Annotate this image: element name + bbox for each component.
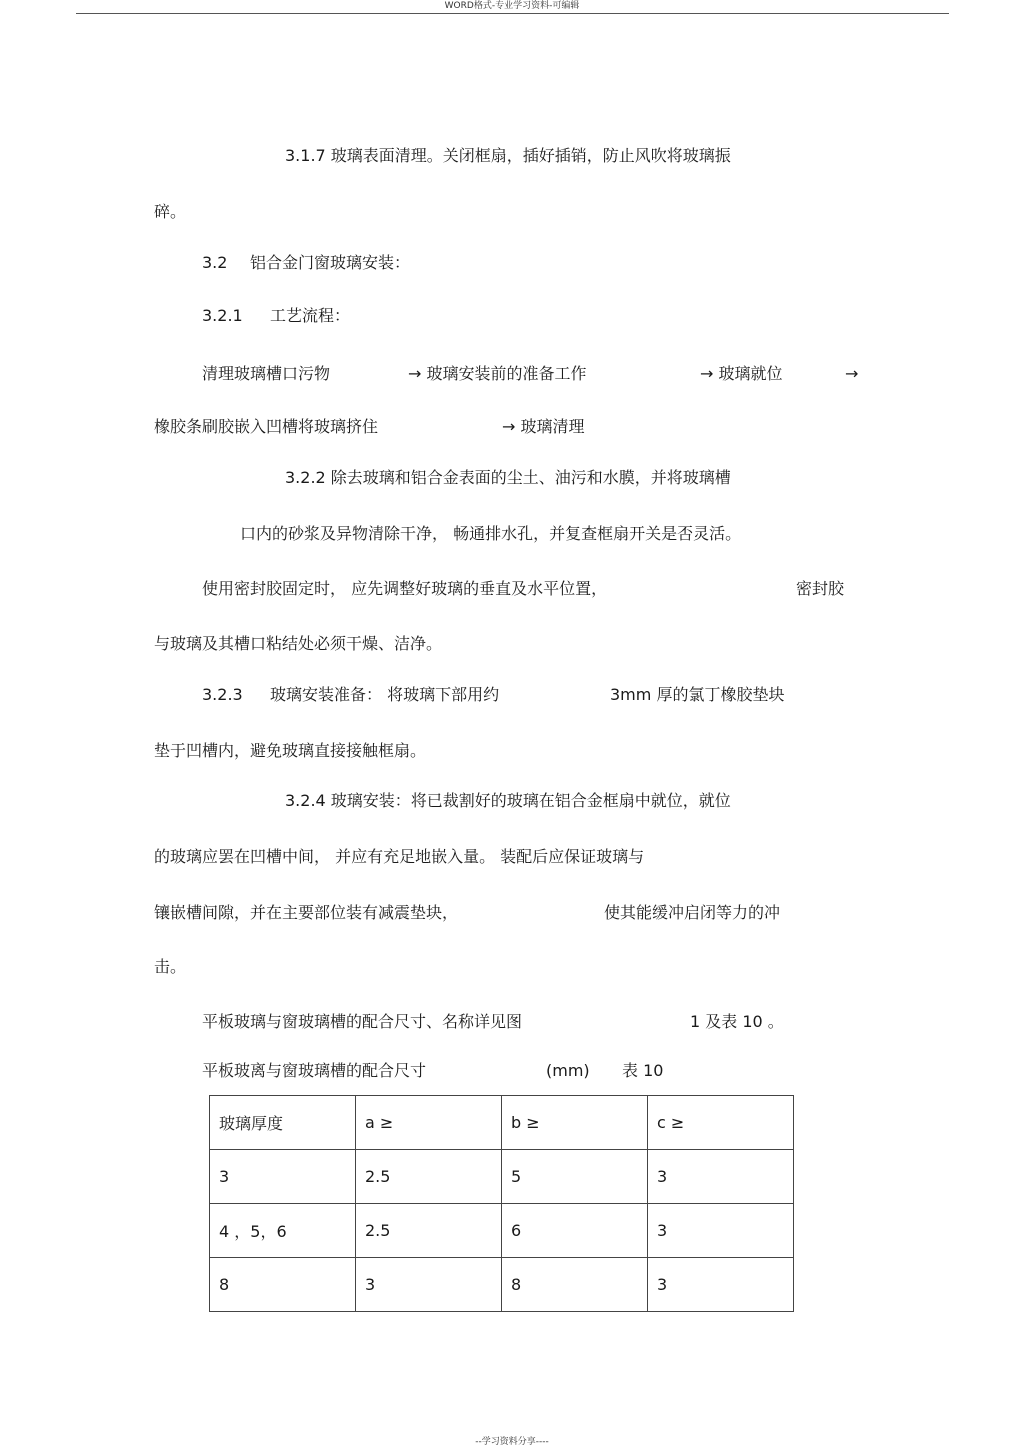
flow-arrow: →: [845, 364, 859, 383]
para-3-2-4-cont3: 击。: [154, 957, 187, 976]
table-caption-number: 表 10: [622, 1061, 664, 1080]
para-sealant-tail: 密封胶: [796, 579, 845, 598]
section-title-3-2: 铝合金门窗玻璃安装：: [250, 253, 411, 272]
table-caption: 平板玻离与窗玻璃槽的配合尺寸: [202, 1061, 427, 1080]
para-3-2-3-tail: 3mm 厚的氯丁橡胶垫块: [610, 685, 785, 704]
para-3-2-4-cont2-tail: 使其能缓冲启闭等力的冲: [604, 903, 781, 922]
section-number-3-2-1: 3.2.1: [202, 306, 243, 325]
figure-reference-tail: 1 及表 10 。: [690, 1012, 784, 1031]
para-3-2-3-cont: 垫于凹槽内，避免玻璃直接接触框扇。: [154, 741, 427, 760]
para-sealant: 使用密封胶固定时， 应先调整好玻璃的垂直及水平位置，: [202, 579, 608, 598]
glass-groove-size-table: [209, 1095, 794, 1312]
table-cell: 5: [502, 1150, 648, 1204]
table-header-cell: a ≥: [356, 1096, 502, 1150]
para-3-2-4: 3.2.4 玻璃安装：将已裁割好的玻璃在铝合金框扇中就位，就位: [285, 791, 731, 810]
table-cell: 8: [210, 1258, 356, 1312]
table-cell: 2.5: [356, 1204, 502, 1258]
header-rule: [76, 13, 949, 14]
para-3-1-7-cont: 碎。: [154, 202, 187, 221]
para-sealant-cont: 与玻璃及其槽口粘结处必须干燥、洁净。: [154, 634, 443, 653]
table-cell: 3: [648, 1204, 794, 1258]
table-cell: 3: [210, 1150, 356, 1204]
table-cell: 2.5: [356, 1150, 502, 1204]
section-number-3-2: 3.2: [202, 253, 228, 272]
page-header: WORD格式-专业学习资料-可编辑: [444, 1, 580, 11]
flow-step-5: → 玻璃清理: [502, 417, 585, 436]
section-number-3-2-3: 3.2.3: [202, 685, 243, 704]
table-row: [210, 1258, 794, 1312]
para-3-2-2: 3.2.2 除去玻璃和铝合金表面的尘土、油污和水膜，并将玻璃槽: [285, 468, 731, 487]
table-header-cell: b ≥: [502, 1096, 648, 1150]
table-cell: 3: [356, 1258, 502, 1312]
flow-step-2: → 玻璃安装前的准备工作: [408, 364, 587, 383]
table-cell: 3: [648, 1258, 794, 1312]
table-caption-unit: (mm): [546, 1061, 590, 1080]
table-cell: 6: [502, 1204, 648, 1258]
table-cell: 8: [502, 1258, 648, 1312]
para-3-2-4-cont2: 镶嵌槽间隙，并在主要部位装有减震垫块，: [154, 903, 459, 922]
flow-step-4: 橡胶条刷胶嵌入凹槽将玻璃挤住: [154, 417, 379, 436]
table-row: [210, 1150, 794, 1204]
para-3-2-4-cont1: 的玻璃应罢在凹槽中间， 并应有充足地嵌入量。 装配后应保证玻璃与: [154, 847, 645, 866]
para-3-2-2-cont: 口内的砂浆及异物清除干净， 畅通排水孔，并复查框扇开关是否灵活。: [240, 524, 742, 543]
figure-reference: 平板玻璃与窗玻璃槽的配合尺寸、名称详见图: [202, 1012, 523, 1031]
table-cell: 4 ，5，6: [210, 1204, 356, 1258]
flow-step-3: → 玻璃就位: [700, 364, 783, 383]
table-header-cell: c ≥: [648, 1096, 794, 1150]
para-3-2-3: 玻璃安装准备： 将玻璃下部用约: [270, 685, 500, 704]
table-header-cell: 玻璃厚度: [210, 1096, 356, 1150]
table-header-row: [210, 1096, 794, 1150]
table-cell: 3: [648, 1150, 794, 1204]
para-3-1-7: 3.1.7 玻璃表面清理。关闭框扇，插好插销，防止风吹将玻璃振: [285, 146, 731, 165]
flow-step-1: 清理玻璃槽口污物: [202, 364, 331, 383]
page-footer: --学习资料分享----: [475, 1437, 549, 1447]
section-title-3-2-1: 工艺流程：: [270, 306, 351, 325]
table-row: [210, 1204, 794, 1258]
